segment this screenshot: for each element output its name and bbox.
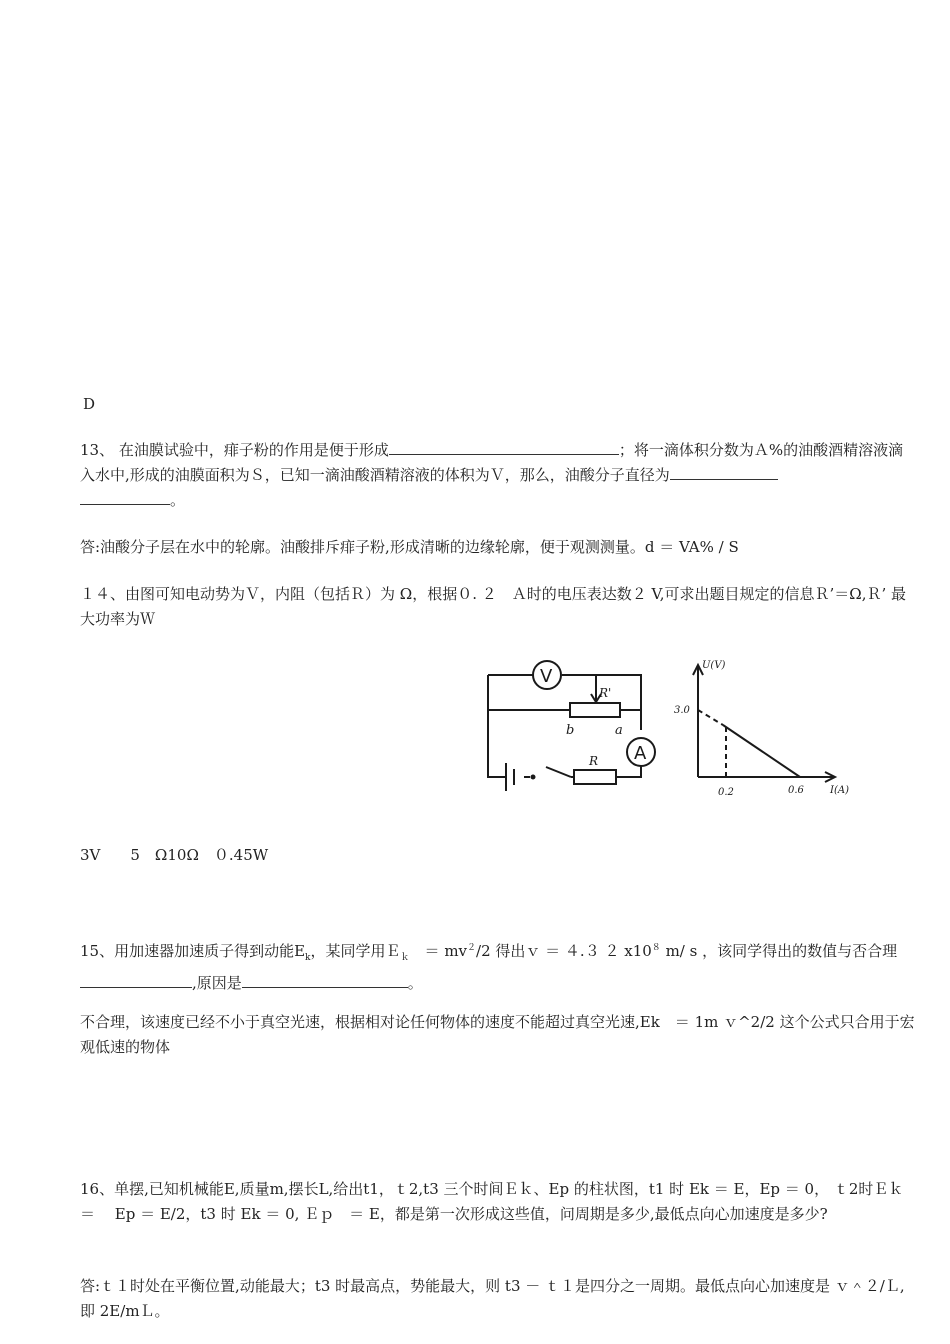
x-axis-label: I(A) <box>830 785 849 796</box>
q15-superscript-8: ８ <box>651 943 661 953</box>
u-i-graph <box>693 665 835 782</box>
x-axis <box>698 772 835 782</box>
switch-contact <box>531 775 536 780</box>
question-14: １４、由图可知电动势为Ｖ，内阻（包括Ｒ）为 Ω，根据０. ２ Ａ时的电压表达数２ V,可求出题目规定的信息Ｒ’＝Ω,Ｒ’ 最大功率为Ｗ <box>80 585 907 628</box>
u-i-line <box>723 725 800 777</box>
q14-figure <box>478 655 856 807</box>
q13-blank-2 <box>670 463 778 480</box>
q13-text-3: 。 <box>170 491 186 509</box>
q13-text-1: 13、 在油膜试验中，痱子粉的作用是便于形成 <box>80 441 389 459</box>
y-axis-label: U(V) <box>702 660 726 671</box>
q15-text-7: 。 <box>407 974 423 992</box>
q15-text-4: /2 得出ｖ ＝ ４.３ ２ x10 <box>476 942 652 960</box>
q13-text-2: ；将一滴体积分数为Ａ%的油酸酒精溶液滴入水中,形成的油膜面积为Ｓ，已知一滴油酸酒精溶液的体积为Ｖ，那么，油酸分子直径为 <box>80 441 904 484</box>
q13-answer: 答:油酸分子层在水中的轮廓。油酸排斥痱子粉,形成清晰的边缘轮廓，便于观测测量。d ＝ VA% / S <box>80 538 739 556</box>
q15-subscript-k: k <box>305 953 311 963</box>
q15-text-6: ,原因是 <box>192 974 242 992</box>
q16-answer: 答:ｔ１时处在平衡位置,动能最大；t3 时最高点，势能最大，则 t3 － ｔ１是四分之一周期。最低点向心加速度是 ｖ＾２/Ｌ,即 2E/mＬ。 <box>80 1277 905 1320</box>
q15-superscript-2: ２ <box>467 943 477 953</box>
q15-subscript-k-2: ｋ <box>400 953 410 963</box>
q15-text-1: 15、用加速器加速质子得到动能E <box>80 942 306 960</box>
resistor-label: R <box>589 754 599 768</box>
q15-text-2: ，某同学用Ｅ <box>310 942 401 960</box>
q15-text-3: ＝ mv <box>409 942 468 960</box>
resistor-symbol <box>574 770 616 784</box>
q13-blank-1 <box>389 438 619 455</box>
dashed-extension <box>698 710 723 725</box>
terminal-b-label: b <box>566 723 575 738</box>
x-tick-label-1: 0.2 <box>718 787 734 798</box>
y-axis <box>693 665 703 777</box>
question-15 <box>80 936 915 996</box>
rheostat-label: R' <box>599 686 612 700</box>
rheostat-symbol <box>570 703 620 717</box>
x-tick-label-2: 0.6 <box>788 785 804 796</box>
previous-answer: D <box>83 395 96 413</box>
q14-answer: 3V 5 Ω10Ω ０.45W <box>80 846 269 864</box>
ammeter-label: A <box>634 743 647 764</box>
terminal-a-label: a <box>615 723 623 738</box>
q13-blank-2-continued <box>80 488 170 505</box>
question-16: 16、单摆,已知机械能E,质量m,摆长L,给出t1，ｔ2,t3 三个时间Ｅｋ、Ep 的柱状图，t1 时 Ek ＝ E，Ep ＝ 0， ｔ2时Ｅｋ ＝ Ep ＝ E/2，t3 时 Ek ＝ 0, Ｅｐ ＝ E，都是第一次形成这些值，问周期是多少,最低点向心加速度是多少? <box>80 1180 919 1223</box>
q15-blank-2 <box>242 971 408 988</box>
voltmeter-label: V <box>540 666 553 687</box>
y-tick-label: 3.0 <box>674 705 690 716</box>
battery-symbol <box>506 763 514 791</box>
q14-figure-svg <box>478 655 856 807</box>
q15-text-5: m/ s ，该同学得出的数值与否合理 <box>660 942 898 960</box>
q15-blank-1 <box>80 971 192 988</box>
question-13 <box>80 438 915 513</box>
q15-answer: 不合理，该速度已经不小于真空光速，根据相对论任何物体的速度不能超过真空光速,Ek ＝ 1m ｖ^2/2 这个公式只合用于宏观低速的物体 <box>80 1013 915 1056</box>
